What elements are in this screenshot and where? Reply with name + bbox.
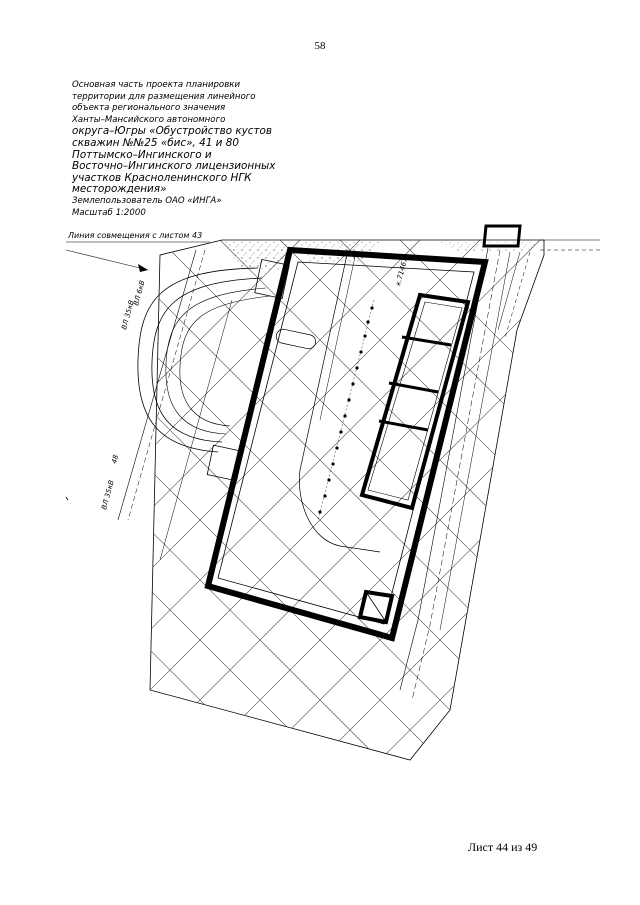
pipeline-label: ВЛ 6кВ (132, 279, 147, 307)
well-pad-outline (208, 250, 485, 638)
road-label: к.71467 (394, 256, 410, 287)
title-line: территории для размещения линейного (72, 91, 256, 102)
page-number: 58 (314, 40, 326, 52)
title-line: Основная часть проекта планировки (72, 80, 241, 90)
alignment-line-label: Линия совмещения с листом 43 (68, 231, 203, 240)
title-line: округа–Югры «Обустройство кустов (72, 125, 273, 138)
scale-line: Масштаб 1:2000 (72, 207, 146, 218)
pipeline-label: ВЛ 35кВ (120, 299, 136, 331)
sheet-footer: Лист 44 из 49 (468, 840, 538, 854)
internal-road (320, 252, 356, 420)
stray-mark (66, 497, 68, 500)
pipeline-label: ВЛ 35кВ (100, 479, 116, 511)
facility-block (360, 592, 392, 622)
turnaround (275, 328, 317, 350)
internal-road (299, 250, 380, 552)
top-right-structure (484, 226, 600, 250)
plot-boundary (150, 240, 544, 760)
title-line: месторождения» (72, 183, 167, 196)
title-line: объекта регионального значения (72, 103, 226, 114)
marker-label: 48 (110, 453, 121, 465)
title-line: Восточно–Ингинского лицензионных (72, 160, 276, 173)
title-line: участков Красноленинского НГК (72, 171, 252, 184)
title-line: скважин №№25 «бис», 41 и 80 (72, 136, 239, 149)
title-line: Поттымско–Ингинского и (72, 148, 212, 161)
well-pad-inner-outline (218, 262, 474, 624)
alignment-line (66, 231, 210, 272)
title-line: Ханты–Мансийского автономного (72, 114, 226, 125)
land-user-line: Землепользователь ОАО «ИНГА» (72, 195, 222, 206)
